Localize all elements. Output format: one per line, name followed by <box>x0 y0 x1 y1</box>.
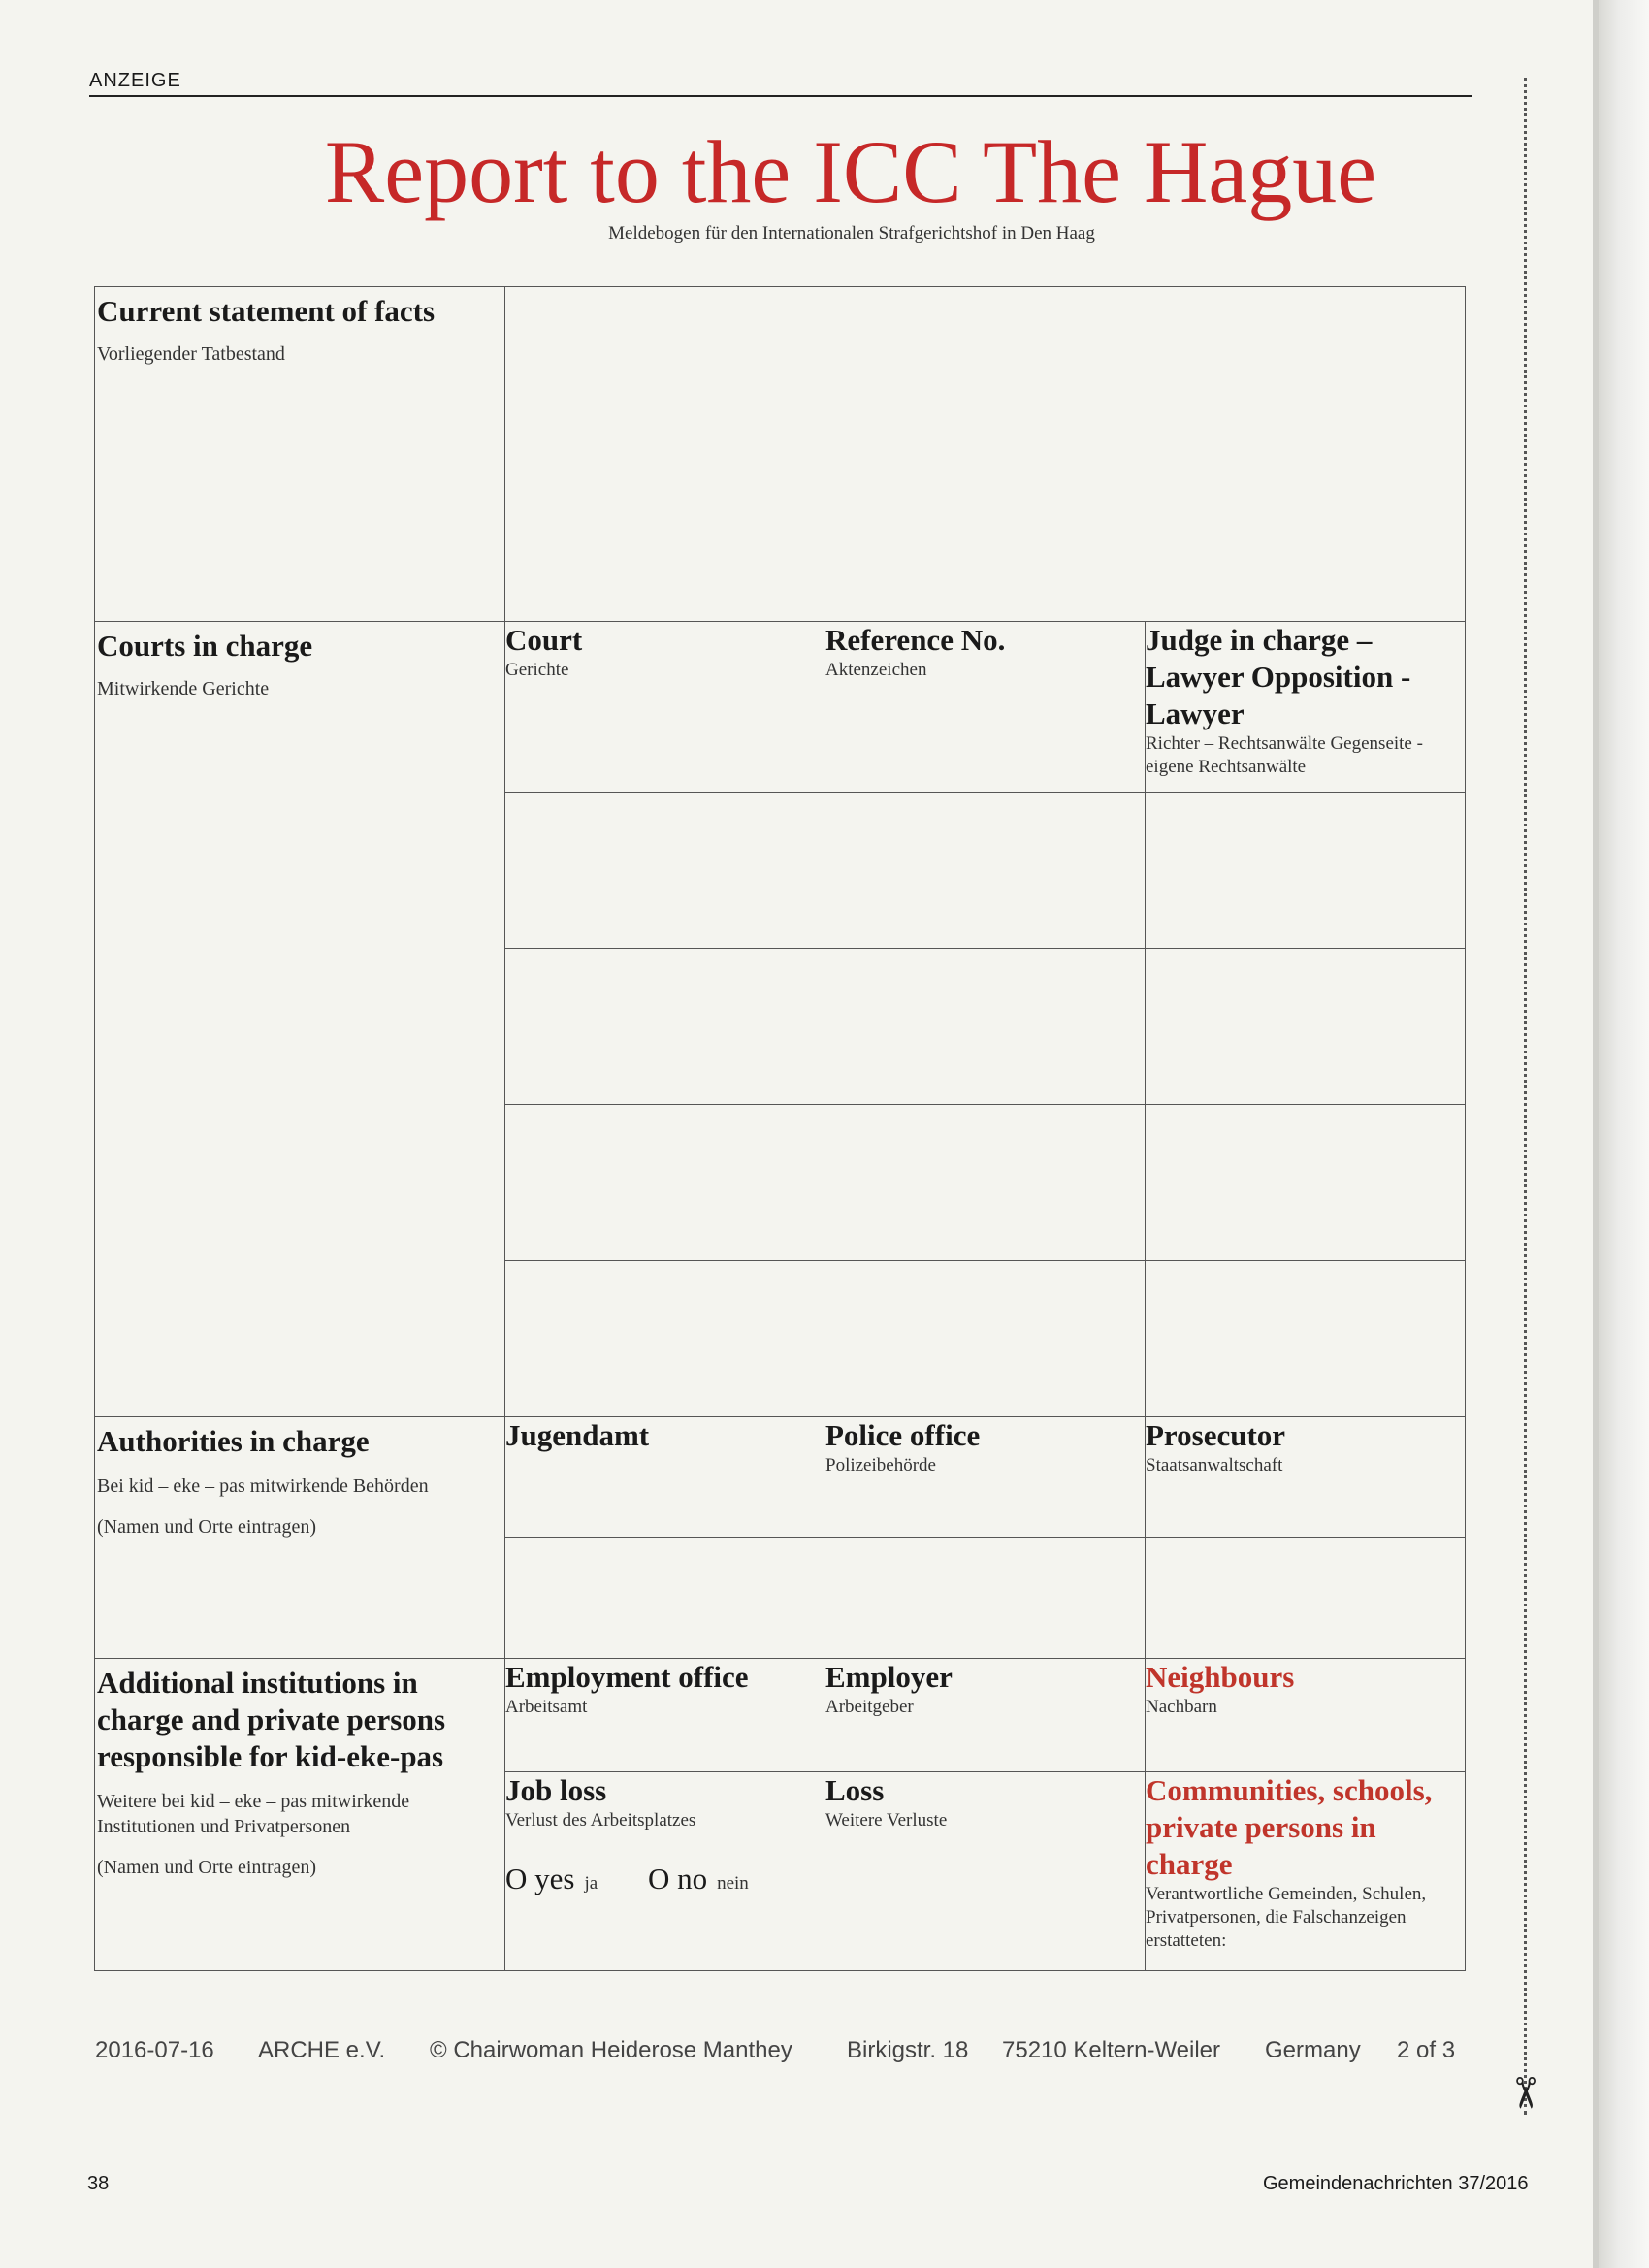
neighbours-cell[interactable] <box>1146 1659 1466 1772</box>
reference-column-header <box>825 622 1146 793</box>
courts-header-row <box>95 622 1466 793</box>
court-input[interactable] <box>505 1261 825 1417</box>
employment-office-cell[interactable] <box>505 1659 825 1772</box>
statement-heading: Current statement of facts <box>97 294 436 328</box>
reference-sub: Aktenzeichen <box>825 660 927 680</box>
prosecutor-column-header <box>1146 1417 1466 1538</box>
prosecutor-heading: Prosecutor <box>1146 1418 1286 1452</box>
page-number: 38 <box>87 2173 110 2194</box>
footer-org: ARCHE e.V. <box>258 2037 386 2063</box>
judge-column-header <box>1146 622 1466 793</box>
court-input[interactable] <box>505 793 825 949</box>
judge-input[interactable] <box>1146 949 1466 1105</box>
job-loss-cell <box>505 1772 825 1971</box>
footer-country: Germany <box>1265 2037 1361 2063</box>
courts-sub: Mitwirkende Gerichte <box>97 678 270 699</box>
additional-sub: Weitere bei kid – eke – pas mitwirkende Institutionen und Privatpersonen <box>97 1791 410 1837</box>
additional-row-1 <box>95 1659 1466 1772</box>
communities-sub: Verantwortliche Gemeinden, Schulen, Privatpersonen, die Falschanzeigen erstatteten: <box>1146 1884 1427 1951</box>
police-input[interactable] <box>825 1538 1146 1659</box>
reference-input[interactable] <box>825 1261 1146 1417</box>
court-sub: Gerichte <box>505 660 569 680</box>
additional-label-cell <box>95 1659 505 1971</box>
authorities-label-cell <box>95 1417 505 1659</box>
page-edge-shadow <box>1599 0 1649 2268</box>
prosecutor-sub: Staatsanwaltschaft <box>1146 1455 1283 1475</box>
jugendamt-column-header <box>505 1417 825 1538</box>
judge-input[interactable] <box>1146 793 1466 949</box>
authorities-sub: Bei kid – eke – pas mitwirkende Behörden <box>97 1475 429 1497</box>
page-subtitle: Meldebogen für den Internationalen Strafgerichtshof in Den Haag <box>608 223 1095 243</box>
reference-input[interactable] <box>825 793 1146 949</box>
prosecutor-input[interactable] <box>1146 1538 1466 1659</box>
footer-page: 2 of 3 <box>1397 2037 1456 2063</box>
neighbours-sub: Nachbarn <box>1146 1697 1217 1717</box>
courts-label-cell <box>95 622 505 1417</box>
report-form <box>94 286 1466 1971</box>
jugendamt-heading: Jugendamt <box>505 1418 650 1452</box>
judge-input[interactable] <box>1146 1105 1466 1261</box>
yes-checkbox[interactable]: O yes <box>505 1862 575 1895</box>
additional-heading: Additional institutions in charge and private persons responsible for kid-eke-pas <box>97 1666 446 1773</box>
cut-line <box>1524 78 1527 2115</box>
footer-street: Birkigstr. 18 <box>847 2037 969 2063</box>
employer-cell[interactable] <box>825 1659 1146 1772</box>
authorities-header-row <box>95 1417 1466 1538</box>
footer-date: 2016-07-16 <box>95 2037 214 2063</box>
employer-heading: Employer <box>825 1660 953 1694</box>
publication-name: Gemeindenachrichten 37/2016 <box>1263 2173 1529 2194</box>
statement-sub: Vorliegender Tatbestand <box>97 343 285 365</box>
scissors-icon: ✂ <box>1499 2075 1549 2111</box>
judge-heading: Judge in charge – Lawyer Opposition - Lawyer <box>1146 623 1411 730</box>
header-rule <box>89 95 1472 97</box>
page-edge-line <box>1593 0 1599 2268</box>
court-input[interactable] <box>505 1105 825 1261</box>
statement-row <box>95 287 1466 622</box>
court-input[interactable] <box>505 949 825 1105</box>
no-checkbox[interactable]: O no <box>647 1862 708 1895</box>
courts-heading: Courts in charge <box>97 629 313 663</box>
court-heading: Court <box>505 623 583 657</box>
ad-label: ANZEIGE <box>89 70 181 91</box>
reference-heading: Reference No. <box>825 623 1006 657</box>
loss-sub: Weitere Verluste <box>825 1810 948 1831</box>
job-loss-options <box>505 1862 824 1896</box>
employer-sub: Arbeitgeber <box>825 1697 914 1717</box>
loss-cell[interactable] <box>825 1772 1146 1971</box>
footer-chair: © Chairwoman Heiderose Manthey <box>430 2037 792 2063</box>
neighbours-heading: Neighbours <box>1146 1660 1295 1694</box>
police-column-header <box>825 1417 1146 1538</box>
jugendamt-input[interactable] <box>505 1538 825 1659</box>
police-sub: Polizeibehörde <box>825 1455 936 1475</box>
communities-heading: Communities, schools, private persons in charge <box>1146 1773 1433 1881</box>
no-sub: nein <box>717 1873 749 1894</box>
statement-label-cell <box>95 287 505 622</box>
additional-note: (Namen und Orte eintragen) <box>97 1857 317 1878</box>
court-column-header <box>505 622 825 793</box>
reference-input[interactable] <box>825 949 1146 1105</box>
judge-sub: Richter – Rechtsanwälte Gegenseite - eigene Rechtsanwälte <box>1146 733 1423 777</box>
page-title: Report to the ICC The Hague <box>324 122 1377 221</box>
job-loss-heading: Job loss <box>505 1773 607 1807</box>
job-loss-sub: Verlust des Arbeitsplatzes <box>505 1810 696 1831</box>
yes-sub: ja <box>584 1873 598 1894</box>
loss-heading: Loss <box>825 1773 885 1807</box>
reference-input[interactable] <box>825 1105 1146 1261</box>
police-heading: Police office <box>825 1418 981 1452</box>
authorities-heading: Authorities in charge <box>97 1424 370 1458</box>
communities-cell[interactable] <box>1146 1772 1466 1971</box>
employment-office-heading: Employment office <box>505 1660 749 1694</box>
statement-input[interactable] <box>505 287 1466 622</box>
judge-input[interactable] <box>1146 1261 1466 1417</box>
authorities-note: (Namen und Orte eintragen) <box>97 1516 317 1538</box>
footer-city: 75210 Keltern-Weiler <box>1002 2037 1221 2063</box>
employment-office-sub: Arbeitsamt <box>505 1697 588 1717</box>
